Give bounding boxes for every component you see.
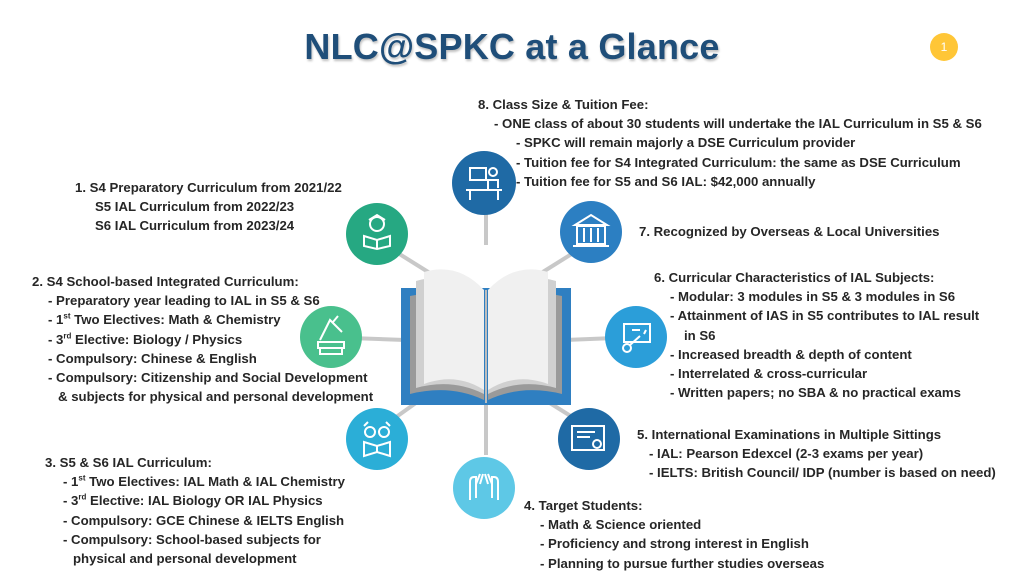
section-6-line: - Modular: 3 modules in S5 & 3 modules in S6 (670, 289, 956, 305)
node-3 (346, 408, 408, 470)
section-2-line: - 1st Two Electives: Math & Chemistry (48, 312, 281, 328)
section-5-line: - IAL: Pearson Edexcel (2-3 exams per year) (649, 446, 924, 462)
section-1-line: S5 IAL Curriculum from 2022/23 (95, 199, 295, 215)
section-2 (32, 272, 373, 406)
section-6-line: - Interrelated & cross-curricular (670, 366, 868, 382)
section-6-line: - Written papers; no SBA & no practical exams (670, 385, 961, 401)
section-4-line: - Planning to pursue further studies overseas (540, 555, 825, 571)
node-4 (453, 457, 515, 519)
section-2-line: - Compulsory: Citizenship and Social Development (48, 370, 368, 386)
page-title: NLC@SPKC at a Glance (304, 26, 720, 67)
section-8-heading: 8. Class Size & Tuition Fee: (478, 97, 649, 112)
section-3-line: - 3rd Elective: IAL Biology OR IAL Physics (63, 493, 323, 509)
section-8-line: - Tuition fee for S5 and S6 IAL: $42,000 annually (516, 173, 816, 189)
section-6-line: - Increased breadth & depth of content (670, 346, 912, 362)
section-5-heading: 5. International Examinations in Multiple Sittings (637, 427, 942, 442)
page-number-badge: 1 (930, 33, 958, 61)
section-3 (45, 453, 345, 568)
section-2-line: - Preparatory year leading to IAL in S5 & S6 (48, 293, 320, 309)
section-3-heading: 3. S5 & S6 IAL Curriculum: (45, 455, 212, 470)
node-5 (558, 408, 620, 470)
section-4-line: - Proficiency and strong interest in English (540, 536, 809, 552)
section-1 (75, 178, 342, 236)
section-4 (524, 496, 824, 573)
section-8-line: - Tuition fee for S4 Integrated Curriculum: the same as DSE Curriculum (516, 154, 961, 170)
section-6-line: in S6 (684, 327, 716, 343)
section-3-line: - Compulsory: GCE Chinese & IELTS English (63, 512, 345, 528)
section-7 (639, 222, 940, 241)
section-4-heading: 4. Target Students: (524, 498, 643, 513)
section-2-heading: 2. S4 School-based Integrated Curriculum: (32, 274, 299, 289)
section-8-line: - ONE class of about 30 students will undertake the IAL Curriculum in S5 & S6 (494, 116, 982, 132)
section-2-line: - 3rd Elective: Biology / Physics (48, 331, 243, 347)
open-book-icon (401, 269, 571, 405)
section-3-line: physical and personal development (73, 551, 297, 567)
section-2-line: - Compulsory: Chinese & English (48, 350, 257, 366)
section-5-line: - IELTS: British Council/ IDP (number is based on need) (649, 465, 996, 481)
section-1-line: S6 IAL Curriculum from 2023/24 (95, 218, 295, 234)
section-1-line: 1. S4 Preparatory Curriculum from 2021/22 (75, 180, 342, 195)
section-4-line: - Math & Science oriented (540, 517, 702, 533)
section-6 (654, 268, 979, 402)
section-3-line: - 1st Two Electives: IAL Math & IAL Chemistry (63, 473, 345, 490)
section-3-line: - Compulsory: School-based subjects for (63, 531, 321, 547)
section-6-heading: 6. Curricular Characteristics of IAL Subjects: (654, 270, 935, 285)
node-1 (346, 203, 408, 265)
section-5 (637, 425, 996, 483)
section-8 (478, 95, 982, 191)
section-6-line: - Attainment of IAS in S5 contributes to IAL result (670, 308, 980, 324)
node-7 (560, 201, 622, 263)
section-7-heading: 7. Recognized by Overseas & Local Universities (639, 224, 940, 239)
section-2-line: & subjects for physical and personal development (58, 389, 374, 405)
section-8-line: - SPKC will remain majorly a DSE Curriculum provider (516, 135, 856, 151)
